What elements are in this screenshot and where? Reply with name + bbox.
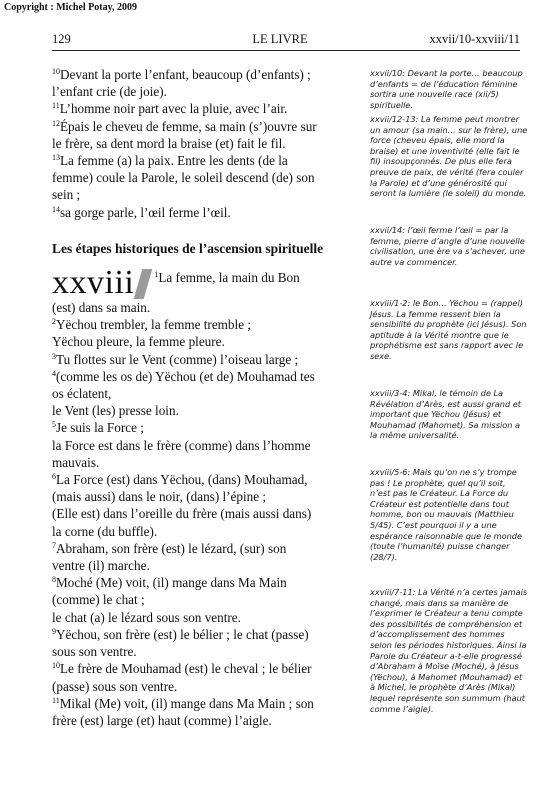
verse-line: $^{11}$Mikal (Me) voit, (il) mange dans Ma Main ; son: [52, 695, 314, 711]
verse-line: $^{10}$Devant la porte l’enfant, beaucoup (d’enfants) ;: [52, 67, 311, 82]
verse-line: $^7$Abraham, son frère (est) le lézard, (sur) son: [52, 540, 287, 556]
verse-line: sein ;: [52, 187, 81, 203]
margin-note: xxviii/7-11: La Vérité n’a certes jamais changé, mais dans sa manière de l’exprimer le Créateur a tenu compte des possibilités de compréhension et d’accomplissement des hommes selon les périodes historiques. Ainsi la Parole du Créateur a-t-elle progressé d’Abraham à Moïse (Moché), à Jésus (Yëchou), à Mahomet (Mouhamad) et à Michel, le prophète d’Arès (Mikal) lequel représente son summum (haut comme l’aigle).: [370, 587, 528, 714]
verse-line: (mais aussi) dans le noir, (dans) l’épine ;: [52, 489, 267, 505]
verse-line: Yëchou pleure, la femme pleure.: [52, 334, 225, 350]
main-text-column: [52, 66, 357, 729]
verse-number: 8: [52, 575, 56, 585]
verse-line: $^4$(comme les os de) Yëchou (et de) Mouhamad tes: [52, 368, 315, 384]
margin-note: xxvii/10: Devant la porte… beaucoup d’enfants = de l’éducation féminine sortira une nouvelle race (xii/5) spirituelle.: [370, 68, 523, 110]
verse-number: 11: [52, 101, 60, 111]
copyright-notice: Copyright : Michel Potay, 2009: [4, 2, 138, 13]
margin-note: xxvii/14: l’œil ferme l’œil = par la femme, pierre d’angle d’une nouvelle civilisation, une ère va s’achever, une autre va commencer.: [370, 225, 525, 267]
chapter-divider-mark: [134, 269, 153, 299]
verse-line: (passe) sous son ventre.: [52, 678, 178, 694]
verse-line: le frère, sa dent mord la braise (et) fait le fil.: [52, 135, 286, 151]
header-rule: [52, 50, 520, 51]
verse-line: femme) coule la Parole, le soleil descend (de) son: [52, 170, 315, 186]
verse-line: os éclatent,: [52, 386, 112, 402]
verse-number: 4: [52, 368, 56, 378]
verse-line: la Force est dans le frère (comme) dans l’homme: [52, 437, 311, 453]
page-number: 129: [52, 32, 71, 46]
verse-line: mauvais.: [52, 454, 100, 470]
verses-top: [52, 66, 357, 221]
verse-line: $^{14}$sa gorge parle, l’œil ferme l’œil.: [52, 204, 231, 220]
verse-number: 10: [52, 661, 60, 671]
section-title: Les étapes historiques de l’ascension spirituelle: [52, 240, 324, 256]
verse-number: 3: [52, 351, 56, 361]
verse-line: sous son ventre.: [52, 644, 137, 660]
verse-line: $^6$La Force (est) dans Yëchou, (dans) Mouhamad,: [52, 472, 308, 488]
verse-number: 9: [52, 626, 56, 636]
verse-line: $^{13}$La femme (a) la paix. Entre les dents (de la: [52, 153, 288, 169]
verse-number: 14: [52, 204, 60, 214]
chapter-number: xxviii: [52, 264, 135, 302]
verse-line: $^3$Tu flottes sur le Vent (comme) l’oiseau large ;: [52, 351, 299, 367]
chapter-opening: [52, 264, 357, 302]
verse-1-second-line: (est) dans sa main.: [52, 300, 151, 316]
verse-number: 7: [52, 540, 56, 550]
verse-number: 12: [52, 118, 60, 128]
verse-line: ventre (il) marche.: [52, 558, 150, 574]
verse-1-first-line: $^1$La femme, la main du Bon: [154, 270, 300, 286]
verse-number: 2: [52, 317, 56, 327]
verse-line: (Elle est) dans l’oreille du frère (mais aussi dans): [52, 506, 312, 522]
verse-line: $^{10}$Le frère de Mouhamad (est) le cheval ; le bélier: [52, 661, 312, 677]
verse-line: l’enfant crie (de joie).: [52, 84, 167, 100]
verse-number: 5: [52, 420, 56, 430]
verse-number: 10: [52, 67, 60, 76]
margin-note: xxvii/12-13: La femme peut montrer un amour (sa main… sur le frère), une force (cheveu épais, elle mord la braise) et une inventivité (elle fait le fil) insoupçonnés. De plus elle fera preuve de paix, de vérité (fera couler la Parole) et d’une générosité qui seront la lumière (le soleil) du monde.: [370, 114, 528, 199]
verses-chapter: [52, 316, 357, 729]
verse-line: (comme) le chat ;: [52, 592, 145, 608]
verse-line: le chat (a) le lézard sous son ventre.: [52, 609, 241, 625]
margin-note: xxviii/1-2: le Bon… Yëchou = (rappel) Jésus. La femme ressent bien la sensibilité du prophète (ici Jésus). Son aptitude à la Vérité montre que le prophétisme est sans rapport avec le sexe.: [370, 298, 527, 361]
verse-line: $^2$Yëchou trembler, la femme tremble ;: [52, 317, 252, 333]
verse-number: 13: [52, 153, 60, 163]
verse-reference: xxvii/10-xxviii/11: [429, 32, 520, 46]
verse-line: $^8$Moché (Me) voit, (il) mange dans Ma Main: [52, 575, 287, 591]
margin-note: xxviii/3-4: Mikal, le témoin de La Révélation d’Arès, est aussi grand et important que Yëchou (Jésus) et Mouhamad (Mahomet). Sa mission a la même universalité.: [370, 388, 522, 441]
running-title: LE LIVRE: [252, 32, 308, 46]
verse-number: 11: [52, 695, 60, 705]
verse-line: $^{11}$L’homme noir part avec la pluie, avec l’air.: [52, 101, 288, 117]
margin-note: xxviii/5-6: Mais qu’on ne s’y trompe pas ! Le prophète, quel qu’il soit, n’est pas le Créateur. La Force du Créateur est potentielle dans tout homme, bon ou mauvais (Matthieu 5/45). C’est pourquoi il y a une espérance raisonnable que le monde (toute l’humanité) puisse changer (28/7).: [370, 467, 523, 562]
verse-line: $^{12}$Épais le cheveu de femme, sa main (s’)ouvre sur: [52, 118, 317, 134]
verse-line: frère (est) large (et) haut (comme) l’aigle.: [52, 712, 272, 728]
verse-line: la corne (du buffle).: [52, 523, 158, 539]
verse-number: 6: [52, 472, 56, 482]
verse-line: $^5$Je suis la Force ;: [52, 420, 144, 436]
verse-line: le Vent (les) presse loin.: [52, 403, 179, 419]
verse-line: $^9$Yëchou, son frère (est) le bélier ; le chat (passe): [52, 626, 309, 642]
